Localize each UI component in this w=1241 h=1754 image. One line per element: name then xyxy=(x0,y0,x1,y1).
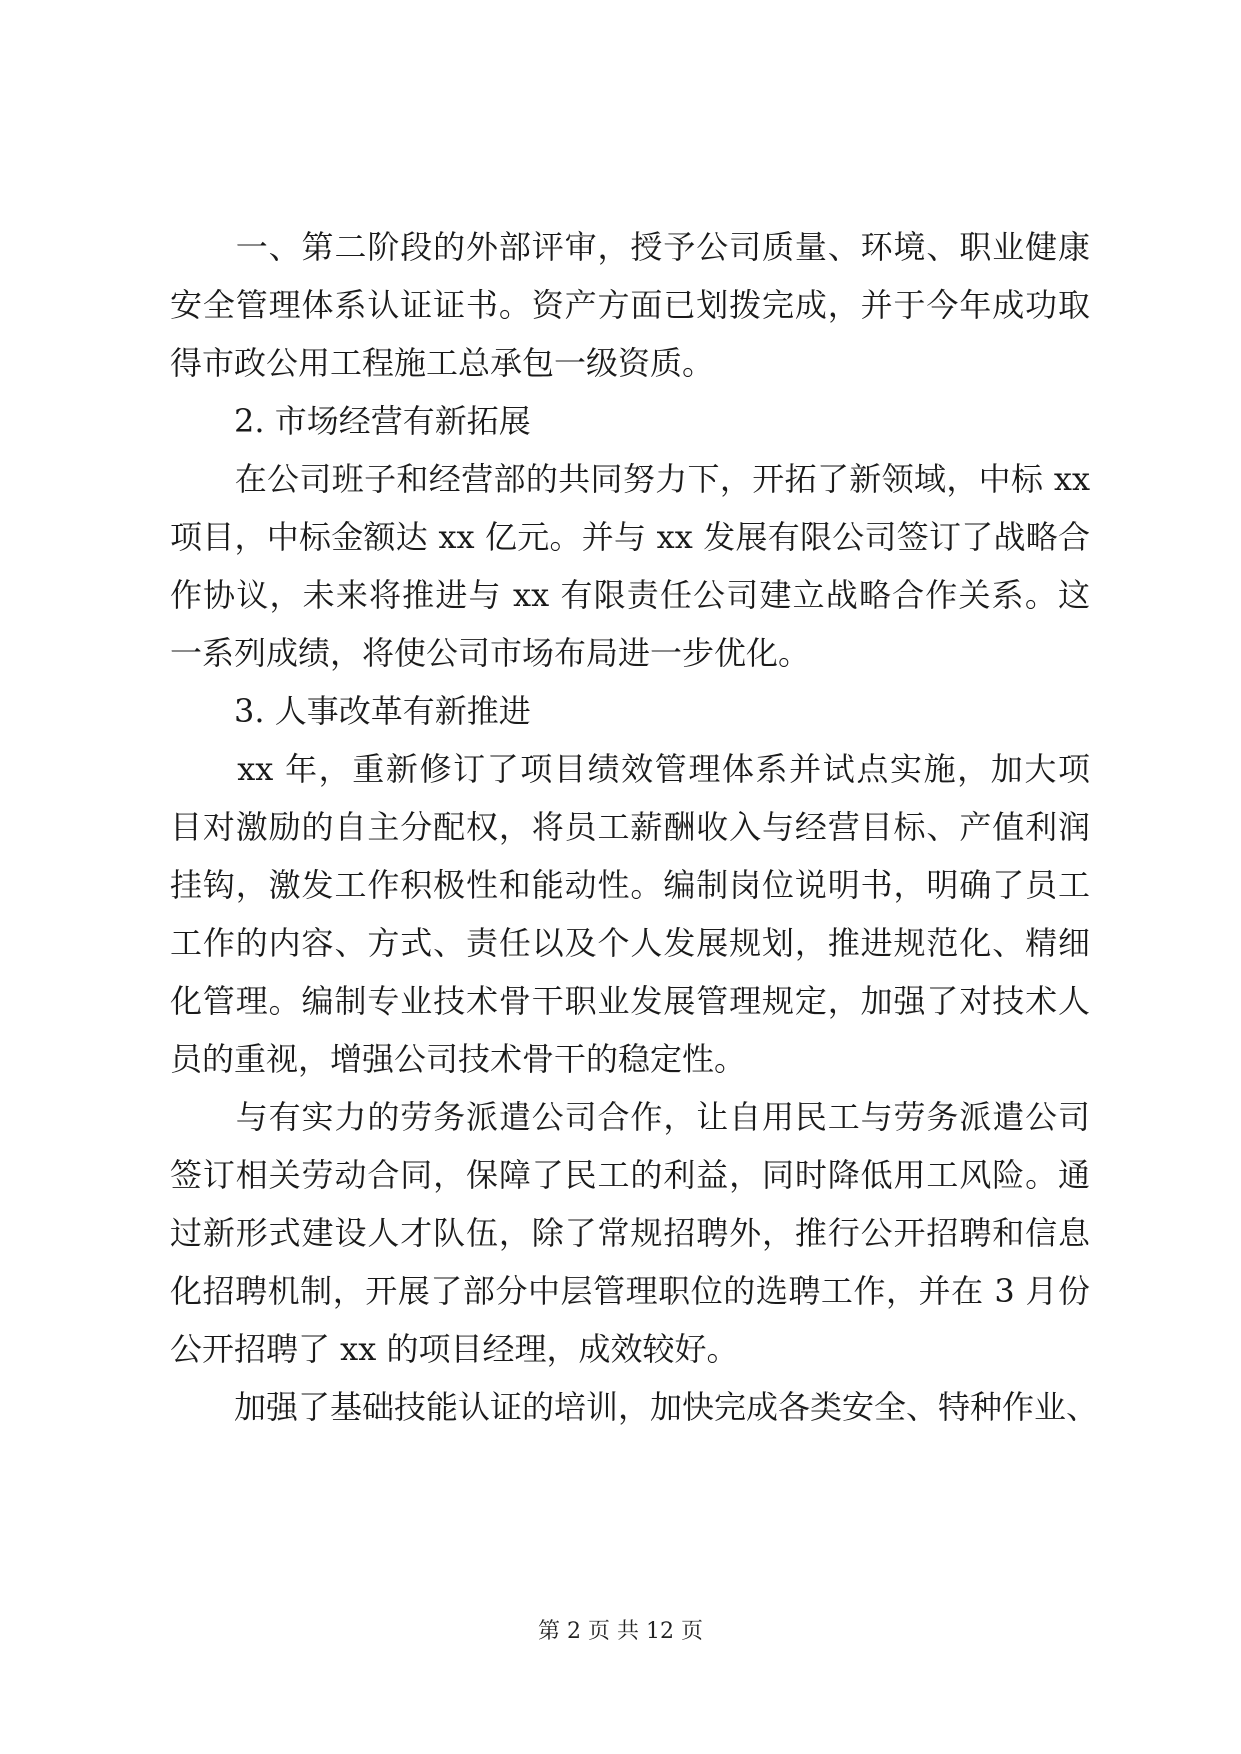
text-line: 签订相关劳动合同，保障了民工的利益，同时降低用工风险。通 xyxy=(170,1156,1090,1194)
text-line: 挂钩，激发工作积极性和能动性。编制岗位说明书，明确了员工 xyxy=(170,866,1090,904)
text-line: 化招聘机制，开展了部分中层管理职位的选聘工作，并在 3 月份 xyxy=(170,1272,1090,1310)
text-line: 项目，中标金额达 xx 亿元。并与 xx 发展有限公司签订了战略合 xyxy=(170,518,1090,556)
text-line: 一、第二阶段的外部评审，授予公司质量、环境、职业健康 xyxy=(170,228,1090,266)
text-line: 作协议，未来将推进与 xx 有限责任公司建立战略合作关系。这 xyxy=(170,576,1090,614)
text-line: 安全管理体系认证证书。资产方面已划拨完成，并于今年成功取 xyxy=(170,286,1090,324)
section-heading: 3. 人事改革有新推进 xyxy=(170,692,531,730)
text-line: 与有实力的劳务派遣公司合作，让自用民工与劳务派遣公司 xyxy=(170,1098,1090,1136)
page-footer: 第 2 页 共 12 页 xyxy=(538,1619,703,1644)
text-line: 在公司班子和经营部的共同努力下，开拓了新领域，中标 xx xyxy=(170,460,1090,498)
text-line: 员的重视，增强公司技术骨干的稳定性。 xyxy=(170,1040,747,1078)
text-line: xx 年，重新修订了项目绩效管理体系并试点实施，加大项 xyxy=(170,750,1090,788)
text-line: 化管理。编制专业技术骨干职业发展管理规定，加强了对技术人 xyxy=(170,982,1090,1020)
text-line: 加强了基础技能认证的培训，加快完成各类安全、特种作业、 xyxy=(170,1388,1099,1426)
text-line: 公开招聘了 xx 的项目经理，成效较好。 xyxy=(170,1330,739,1368)
text-line: 一系列成绩，将使公司市场布局进一步优化。 xyxy=(170,634,811,672)
section-heading: 2. 市场经营有新拓展 xyxy=(170,402,531,440)
text-line: 目对激励的自主分配权，将员工薪酬收入与经营目标、产值利润 xyxy=(170,808,1090,846)
text-line: 过新形式建设人才队伍，除了常规招聘外，推行公开招聘和信息 xyxy=(170,1214,1090,1252)
text-line: 得市政公用工程施工总承包一级资质。 xyxy=(170,344,715,382)
text-line: 工作的内容、方式、责任以及个人发展规划，推进规范化、精细 xyxy=(170,924,1090,962)
